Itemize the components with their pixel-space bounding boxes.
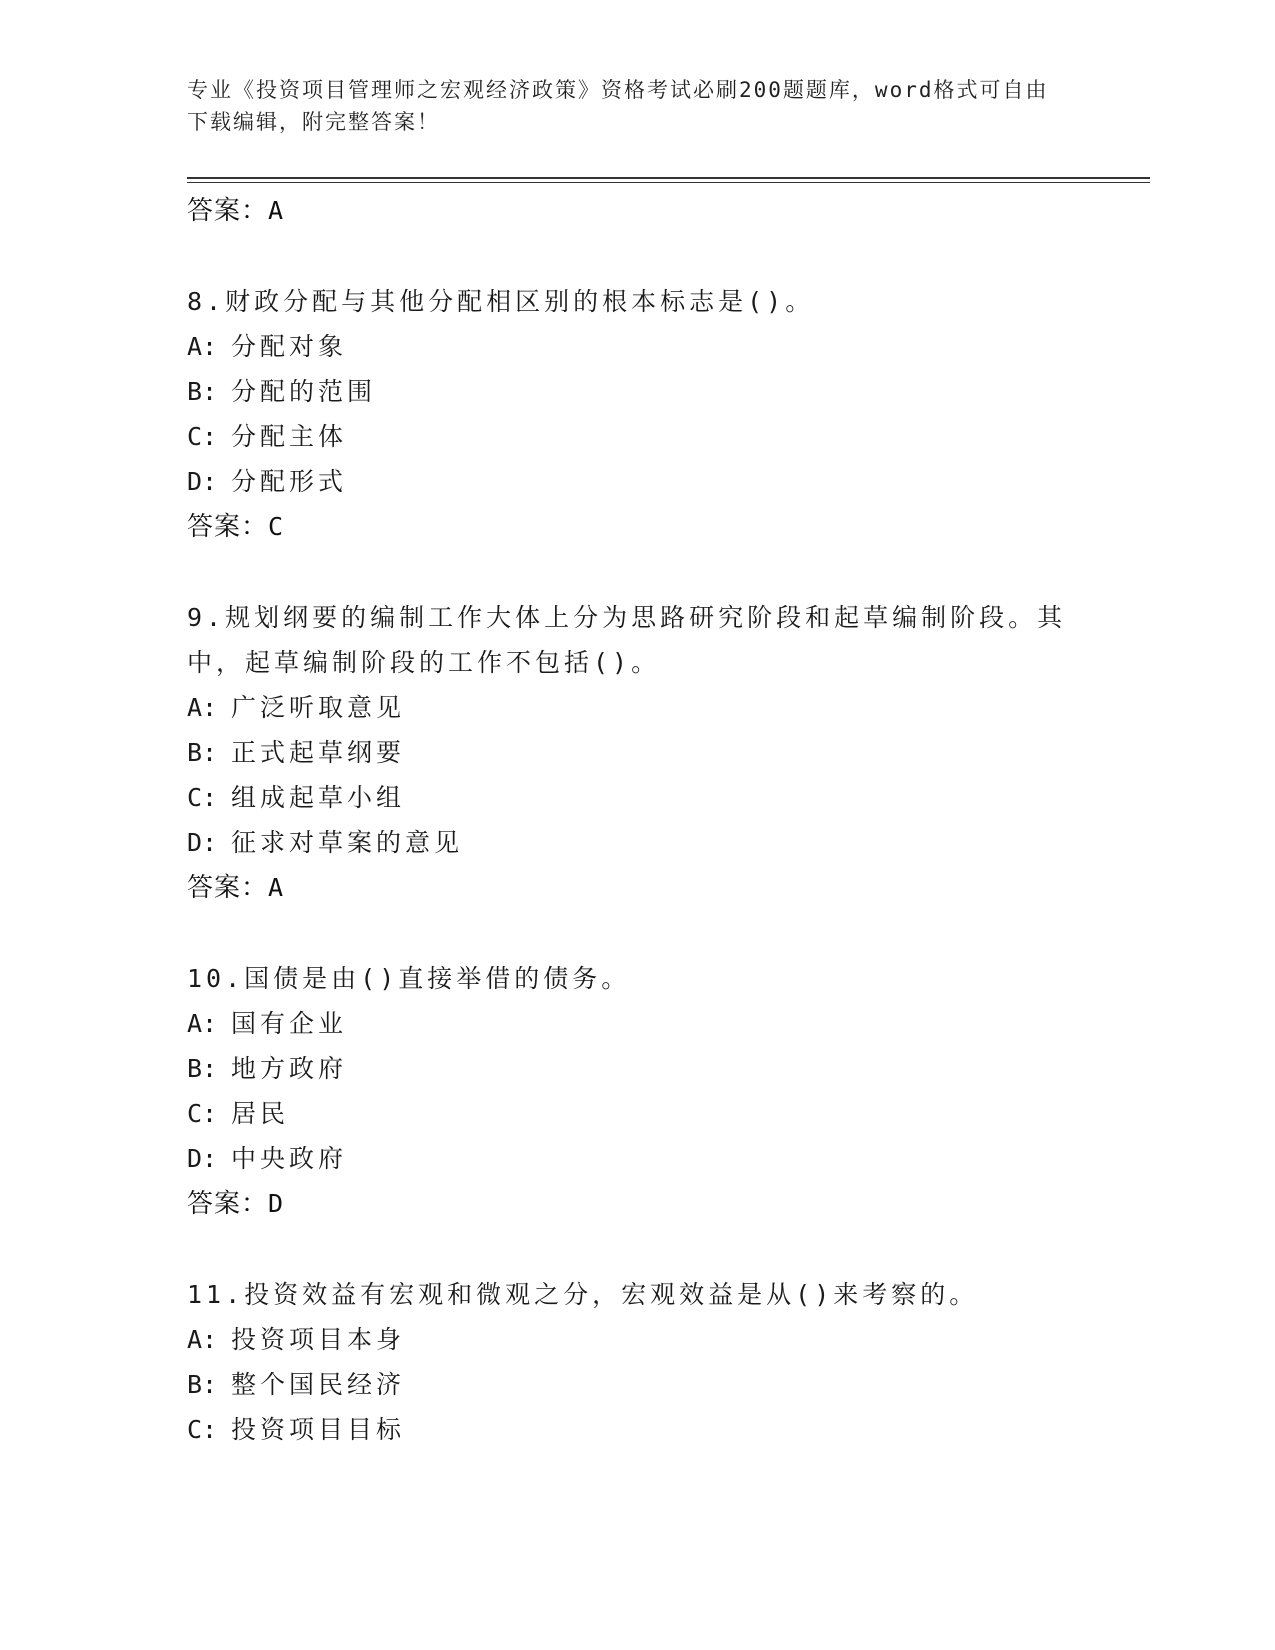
option-key: D: [187,1144,218,1173]
answer-value: A [268,873,285,902]
option-text: 国有企业 [231,1009,348,1038]
answer-line [187,188,1067,234]
answer-line [187,865,1067,911]
option-text: 组成起草小组 [231,783,406,812]
answer-line [187,1181,1067,1227]
answer-label: 答案： [187,873,269,903]
question-stem: 10.国债是由()直接举借的债务。 [187,964,631,993]
question-stem: 9.规划纲要的编制工作大体上分为思路研究阶段和起草编制阶段。其中，起草编制阶段的工作不包括()。 [187,603,1067,677]
option-text: 分配的范围 [231,377,377,406]
header-divider-thin [187,182,1150,183]
option-text: 广泛听取意见 [231,693,406,722]
option-text: 征求对草案的意见 [231,828,464,857]
option-key: A: [187,1325,218,1354]
question-item [187,1272,1067,1452]
option-text: 投资项目本身 [231,1325,406,1354]
option-b [187,1046,1067,1091]
option-text: 居民 [231,1099,290,1128]
option-key: A: [187,1009,218,1038]
option-c [187,1091,1067,1136]
option-text: 分配形式 [231,467,348,496]
option-c [187,1407,1067,1452]
option-d [187,1136,1067,1181]
option-key: C: [187,1099,218,1128]
question-stem: 8.财政分配与其他分配相区别的根本标志是()。 [187,287,815,316]
option-a [187,1001,1067,1046]
option-b [187,369,1067,414]
option-d [187,459,1067,504]
question-stem: 11.投资效益有宏观和微观之分，宏观效益是从()来考察的。 [187,1280,979,1309]
answer-label: 答案： [187,196,269,226]
option-key: B: [187,738,218,767]
option-key: B: [187,1370,218,1399]
question-item [187,279,1067,550]
answer-label: 答案： [187,1189,269,1219]
option-key: B: [187,377,218,406]
option-d [187,820,1067,865]
answer-line [187,504,1067,550]
option-text: 中央政府 [231,1144,348,1173]
option-a [187,324,1067,369]
document-header: 专业《投资项目管理师之宏观经济政策》资格考试必刷200题题库，word格式可自由下载编辑，附完整答案！ [187,78,1049,134]
option-key: C: [187,1415,218,1444]
option-key: D: [187,467,218,496]
answer-value: A [268,196,285,225]
option-a [187,1317,1067,1362]
option-text: 整个国民经济 [231,1370,406,1399]
option-text: 正式起草纲要 [231,738,406,767]
answer-value: C [268,512,285,541]
question-item [187,956,1067,1227]
option-a [187,685,1067,730]
option-text: 分配主体 [231,422,348,451]
option-key: A: [187,693,218,722]
option-text: 投资项目目标 [231,1415,406,1444]
question-list [187,188,1067,1452]
header-divider-thick [187,177,1150,179]
option-c [187,775,1067,820]
answer-value: D [268,1189,285,1218]
option-key: C: [187,783,218,812]
answer-label: 答案： [187,512,269,542]
option-b [187,1362,1067,1407]
option-key: B: [187,1054,218,1083]
option-key: C: [187,422,218,451]
option-key: D: [187,828,218,857]
option-text: 分配对象 [231,332,348,361]
question-item [187,595,1067,911]
option-b [187,730,1067,775]
option-key: A: [187,332,218,361]
option-c [187,414,1067,459]
option-text: 地方政府 [231,1054,348,1083]
